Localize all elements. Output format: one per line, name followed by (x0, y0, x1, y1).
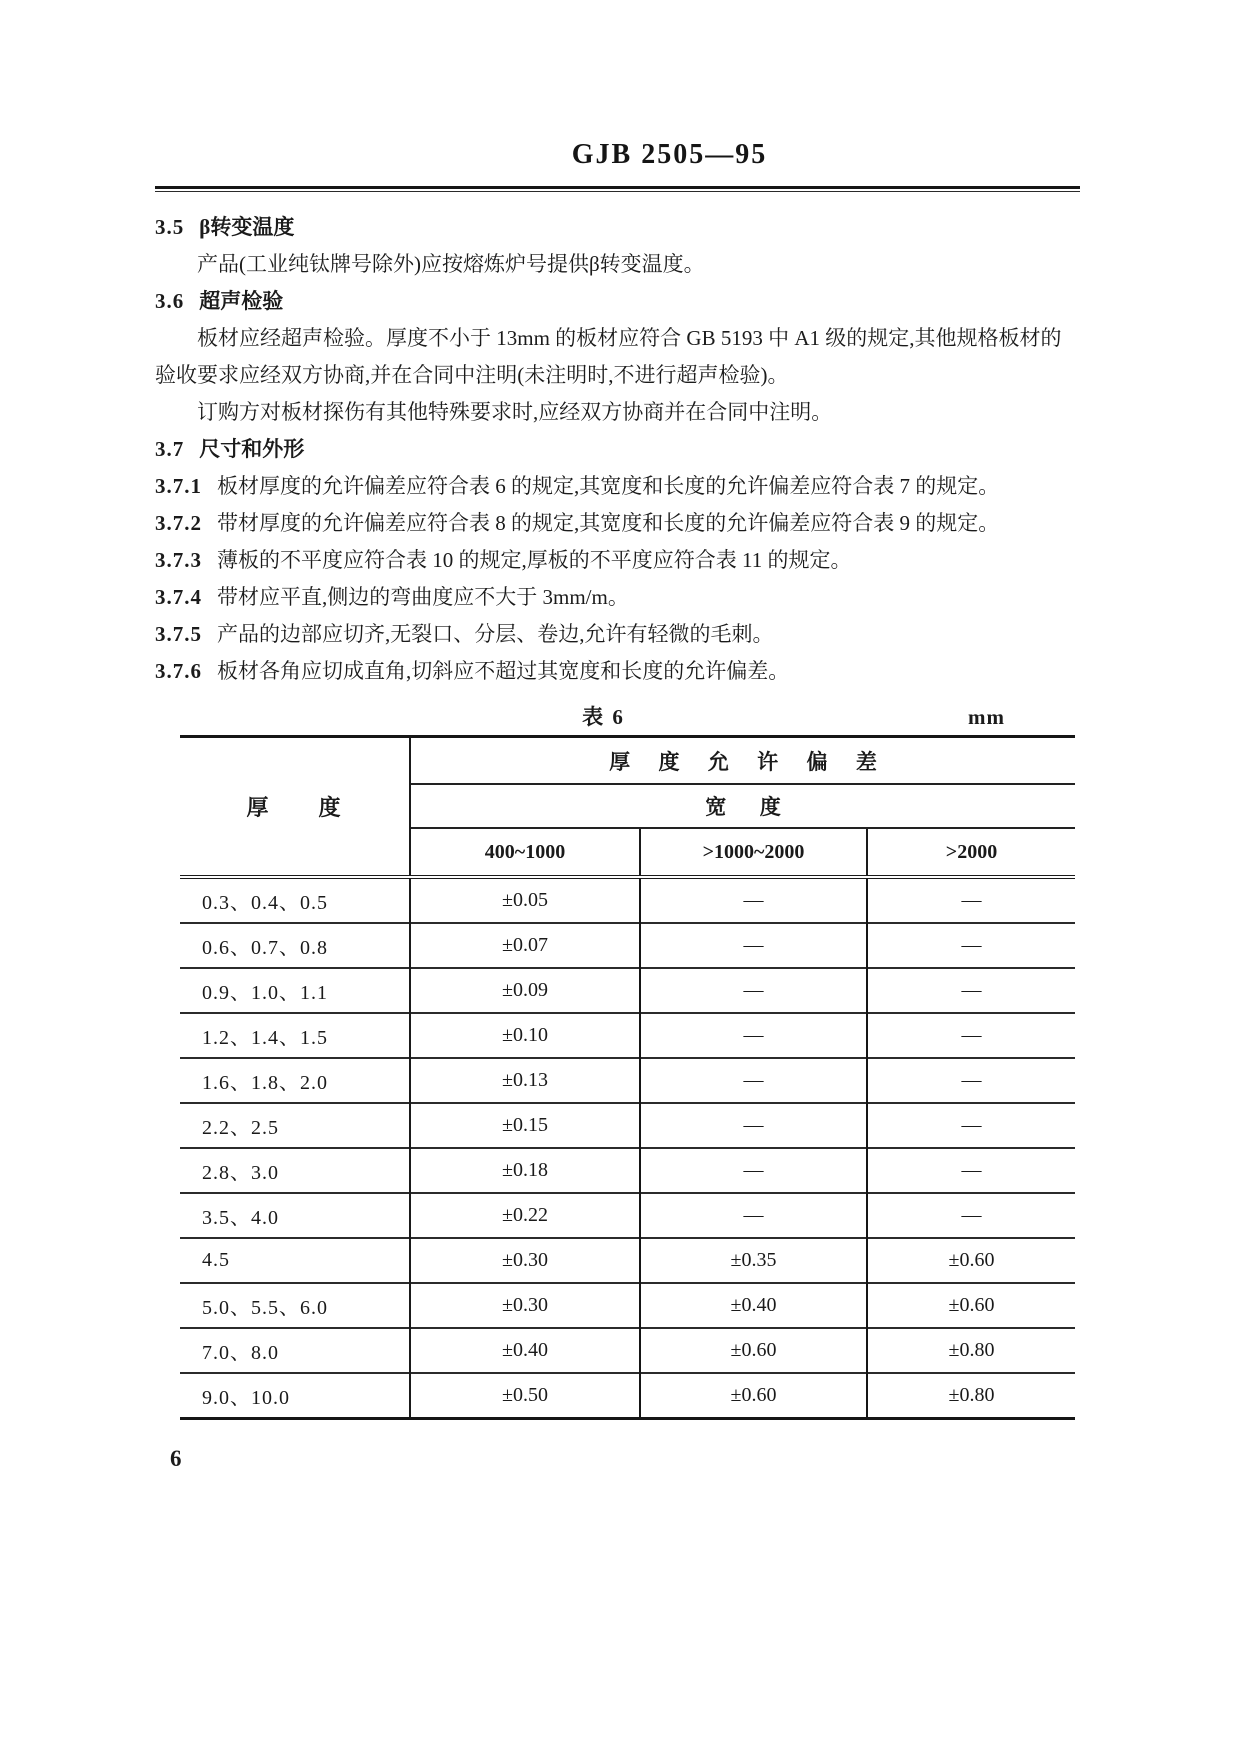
clause-3-7-5 (155, 616, 1080, 653)
table-row (180, 877, 1075, 923)
section-title: 尺寸和外形 (199, 437, 305, 461)
cell-deviation: — (867, 1103, 1075, 1148)
table-row (180, 1013, 1075, 1058)
cell-deviation: — (867, 1193, 1075, 1238)
cell-deviation: — (640, 877, 867, 923)
section-title: β转变温度 (199, 215, 295, 239)
clause-number: 3.7.2 (155, 511, 202, 535)
section-title: 超声检验 (199, 289, 284, 313)
clause-text: 薄板的不平度应符合表 10 的规定,厚板的不平度应符合表 11 的规定。 (217, 548, 852, 572)
clause-text: 产品的边部应切齐,无裂口、分层、卷边,允许有轻微的毛刺。 (217, 622, 774, 646)
cell-deviation: ±0.50 (410, 1373, 640, 1419)
cell-deviation: — (640, 1148, 867, 1193)
col-header-range-1: 400~1000 (410, 828, 640, 877)
cell-deviation: ±0.15 (410, 1103, 640, 1148)
clause-number: 3.7.6 (155, 659, 202, 683)
cell-thickness: 1.6、1.8、2.0 (180, 1058, 410, 1103)
cell-thickness: 9.0、10.0 (180, 1373, 410, 1419)
section-number: 3.7 (155, 437, 185, 461)
clause-3-7-1 (155, 468, 1080, 505)
cell-deviation: ±0.60 (640, 1328, 867, 1373)
table-header-row (180, 737, 1075, 785)
cell-deviation: ±0.60 (867, 1238, 1075, 1283)
clause-number: 3.7.5 (155, 622, 202, 646)
cell-deviation: — (640, 1193, 867, 1238)
cell-deviation: ±0.60 (867, 1283, 1075, 1328)
paragraph: 产品(工业纯钛牌号除外)应按熔炼炉号提供β转变温度。 (197, 252, 705, 276)
cell-deviation: — (867, 1058, 1075, 1103)
table-row (180, 923, 1075, 968)
cell-deviation: ±0.80 (867, 1328, 1075, 1373)
cell-deviation: ±0.09 (410, 968, 640, 1013)
cell-deviation: — (640, 1058, 867, 1103)
clause-number: 3.7.4 (155, 585, 202, 609)
cell-thickness: 0.9、1.0、1.1 (180, 968, 410, 1013)
col-header-range-3: >2000 (867, 828, 1075, 877)
table-row (180, 1148, 1075, 1193)
cell-deviation: ±0.40 (410, 1328, 640, 1373)
clause-number: 3.7.1 (155, 474, 202, 498)
table-row (180, 1193, 1075, 1238)
cell-thickness: 0.6、0.7、0.8 (180, 923, 410, 968)
cell-deviation: — (867, 1148, 1075, 1193)
table-caption: 表 6 (582, 705, 625, 729)
clause-text: 板材厚度的允许偏差应符合表 6 的规定,其宽度和长度的允许偏差应符合表 7 的规定。 (217, 474, 1000, 498)
cell-thickness: 3.5、4.0 (180, 1193, 410, 1238)
cell-deviation: ±0.80 (867, 1373, 1075, 1419)
cell-thickness: 1.2、1.4、1.5 (180, 1013, 410, 1058)
cell-deviation: ±0.05 (410, 877, 640, 923)
cell-deviation: — (640, 923, 867, 968)
clause-number: 3.7.3 (155, 548, 202, 572)
cell-deviation: — (640, 1103, 867, 1148)
header-rule (155, 186, 1080, 192)
clause-text: 板材各角应切成直角,切斜应不超过其宽度和长度的允许偏差。 (217, 659, 790, 683)
cell-deviation: ±0.07 (410, 923, 640, 968)
cell-deviation: ±0.18 (410, 1148, 640, 1193)
section-heading-3-7 (155, 431, 1080, 468)
table-row (180, 1238, 1075, 1283)
col-header-range-2: >1000~2000 (640, 828, 867, 877)
table-row (180, 1283, 1075, 1328)
table-6-thickness-deviation (180, 735, 1075, 1420)
cell-deviation: — (640, 1013, 867, 1058)
col-header-deviation: 厚 度 允 许 偏 差 (410, 737, 1075, 785)
cell-deviation: — (867, 923, 1075, 968)
section-heading-3-6 (155, 283, 1080, 320)
cell-deviation: — (867, 1013, 1075, 1058)
cell-deviation: ±0.60 (640, 1373, 867, 1419)
cell-deviation: ±0.40 (640, 1283, 867, 1328)
table-row (180, 1328, 1075, 1373)
cell-deviation: ±0.22 (410, 1193, 640, 1238)
cell-deviation: — (961, 889, 982, 911)
cell-deviation: ±0.30 (410, 1283, 640, 1328)
cell-deviation: ±0.30 (410, 1238, 640, 1283)
table-row (180, 1103, 1075, 1148)
cell-thickness: 7.0、8.0 (180, 1328, 410, 1373)
table-row (180, 968, 1075, 1013)
cell-thickness: 0.3、0.4、0.5 (180, 877, 410, 923)
standard-number: GJB 2505—95 (571, 139, 768, 170)
clause-text: 带材应平直,侧边的弯曲度应不大于 3mm/m。 (217, 585, 629, 609)
cell-thickness: 2.8、3.0 (180, 1148, 410, 1193)
cell-deviation: ±0.10 (410, 1013, 640, 1058)
col-header-width: 宽 度 (410, 784, 1075, 828)
clause-3-7-2 (155, 505, 1080, 542)
clause-3-7-4 (155, 579, 1080, 616)
cell-deviation: — (867, 968, 1075, 1013)
document-body (155, 209, 1080, 690)
cell-thickness: 4.5 (180, 1238, 410, 1283)
cell-thickness: 5.0、5.5、6.0 (180, 1283, 410, 1328)
col-header-thickness: 厚 度 (180, 737, 410, 878)
unit-label: mm (968, 705, 1005, 729)
section-number: 3.5 (155, 215, 185, 239)
cell-deviation: ±0.35 (640, 1238, 867, 1283)
clause-3-7-6 (155, 653, 1080, 690)
clause-3-7-3 (155, 542, 1080, 579)
page-number: 6 (170, 1446, 183, 1471)
paragraph: 板材应经超声检验。厚度不小于 13mm 的板材应符合 GB 5193 中 A1 级的规定,其他规格板材的验收要求应经双方协商,并在合同中注明(未注明时,不进行超声检验)。 (155, 326, 1062, 387)
cell-deviation: — (640, 968, 867, 1013)
table-caption-row (180, 699, 1075, 735)
cell-thickness: 2.2、2.5 (180, 1103, 410, 1148)
table-row (180, 1373, 1075, 1419)
paragraph: 订购方对板材探伤有其他特殊要求时,应经双方协商并在合同中注明。 (197, 400, 833, 424)
cell-deviation: ±0.13 (410, 1058, 640, 1103)
section-number: 3.6 (155, 289, 185, 313)
table-row (180, 1058, 1075, 1103)
clause-text: 带材厚度的允许偏差应符合表 8 的规定,其宽度和长度的允许偏差应符合表 9 的规定。 (217, 511, 1000, 535)
section-heading-3-5 (155, 209, 1080, 246)
